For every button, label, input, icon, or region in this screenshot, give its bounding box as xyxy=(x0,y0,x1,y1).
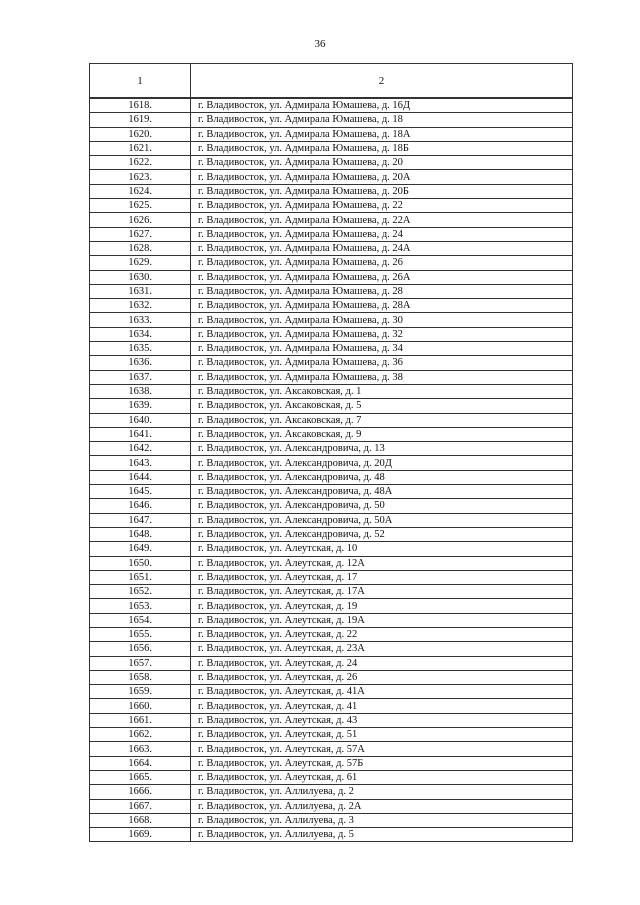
table-row xyxy=(90,299,573,313)
address-cell: г. Владивосток, ул. Адмирала Юмашева, д. 32 xyxy=(191,327,573,341)
address-cell: г. Владивосток, ул. Александровича, д. 48 xyxy=(191,470,573,484)
row-number-cell: 1654. xyxy=(90,613,191,627)
table-row xyxy=(90,313,573,327)
row-number-cell: 1651. xyxy=(90,570,191,584)
table-row xyxy=(90,613,573,627)
row-number-cell: 1631. xyxy=(90,284,191,298)
table-row xyxy=(90,170,573,184)
table-row xyxy=(90,670,573,684)
row-number-cell: 1649. xyxy=(90,542,191,556)
table-row xyxy=(90,213,573,227)
address-cell: г. Владивосток, ул. Александровича, д. 13 xyxy=(191,442,573,456)
table-row xyxy=(90,756,573,770)
address-cell: г. Владивосток, ул. Алеутская, д. 19 xyxy=(191,599,573,613)
address-cell: г. Владивосток, ул. Адмирала Юмашева, д. 24 xyxy=(191,227,573,241)
column-header-number: 1 xyxy=(90,64,191,99)
address-cell: г. Владивосток, ул. Адмирала Юмашева, д. 30 xyxy=(191,313,573,327)
address-table xyxy=(89,63,573,842)
table-row xyxy=(90,327,573,341)
address-cell: г. Владивосток, ул. Алеутская, д. 41А xyxy=(191,685,573,699)
address-cell: г. Владивосток, ул. Алеутская, д. 26 xyxy=(191,670,573,684)
table-row xyxy=(90,113,573,127)
table-row xyxy=(90,141,573,155)
table-row xyxy=(90,699,573,713)
table-row xyxy=(90,284,573,298)
row-number-cell: 1622. xyxy=(90,156,191,170)
address-cell: г. Владивосток, ул. Адмирала Юмашева, д. 26А xyxy=(191,270,573,284)
row-number-cell: 1650. xyxy=(90,556,191,570)
address-cell: г. Владивосток, ул. Алеутская, д. 57А xyxy=(191,742,573,756)
address-cell: г. Владивосток, ул. Аллилуева, д. 5 xyxy=(191,828,573,842)
address-cell: г. Владивосток, ул. Алеутская, д. 23А xyxy=(191,642,573,656)
address-cell: г. Владивосток, ул. Алеутская, д. 12А xyxy=(191,556,573,570)
row-number-cell: 1642. xyxy=(90,442,191,456)
address-cell: г. Владивосток, ул. Александровича, д. 52 xyxy=(191,527,573,541)
row-number-cell: 1626. xyxy=(90,213,191,227)
table-row xyxy=(90,442,573,456)
row-number-cell: 1625. xyxy=(90,199,191,213)
row-number-cell: 1635. xyxy=(90,342,191,356)
address-cell: г. Владивосток, ул. Алеутская, д. 17 xyxy=(191,570,573,584)
address-cell: г. Владивосток, ул. Алеутская, д. 24 xyxy=(191,656,573,670)
address-cell: г. Владивосток, ул. Аксаковская, д. 1 xyxy=(191,384,573,398)
row-number-cell: 1661. xyxy=(90,713,191,727)
table-row xyxy=(90,413,573,427)
address-cell: г. Владивосток, ул. Адмирала Юмашева, д. 28 xyxy=(191,284,573,298)
table-row xyxy=(90,627,573,641)
row-number-cell: 1666. xyxy=(90,785,191,799)
address-cell: г. Владивосток, ул. Адмирала Юмашева, д. 16Д xyxy=(191,98,573,113)
address-cell: г. Владивосток, ул. Алеутская, д. 43 xyxy=(191,713,573,727)
table-row xyxy=(90,513,573,527)
address-cell: г. Владивосток, ул. Адмирала Юмашева, д. 20А xyxy=(191,170,573,184)
table-row xyxy=(90,499,573,513)
row-number-cell: 1644. xyxy=(90,470,191,484)
row-number-cell: 1660. xyxy=(90,699,191,713)
row-number-cell: 1669. xyxy=(90,828,191,842)
address-cell: г. Владивосток, ул. Алеутская, д. 57Б xyxy=(191,756,573,770)
table-row xyxy=(90,585,573,599)
table-header xyxy=(90,64,573,99)
table-row xyxy=(90,342,573,356)
table-row xyxy=(90,485,573,499)
table-row xyxy=(90,241,573,255)
row-number-cell: 1665. xyxy=(90,770,191,784)
table-row xyxy=(90,542,573,556)
address-cell: г. Владивосток, ул. Аксаковская, д. 7 xyxy=(191,413,573,427)
address-cell: г. Владивосток, ул. Адмирала Юмашева, д. 18Б xyxy=(191,141,573,155)
address-cell: г. Владивосток, ул. Александровича, д. 20Д xyxy=(191,456,573,470)
column-header-address: 2 xyxy=(191,64,573,99)
row-number-cell: 1628. xyxy=(90,241,191,255)
address-cell: г. Владивосток, ул. Александровича, д. 50 xyxy=(191,499,573,513)
table-body xyxy=(90,98,573,842)
row-number-cell: 1636. xyxy=(90,356,191,370)
row-number-cell: 1662. xyxy=(90,728,191,742)
row-number-cell: 1619. xyxy=(90,113,191,127)
table-row xyxy=(90,770,573,784)
table-row xyxy=(90,799,573,813)
table-row xyxy=(90,427,573,441)
table-row xyxy=(90,270,573,284)
row-number-cell: 1618. xyxy=(90,98,191,113)
table-row xyxy=(90,527,573,541)
row-number-cell: 1653. xyxy=(90,599,191,613)
table-row xyxy=(90,656,573,670)
row-number-cell: 1668. xyxy=(90,813,191,827)
table-row xyxy=(90,685,573,699)
table-row xyxy=(90,713,573,727)
row-number-cell: 1620. xyxy=(90,127,191,141)
row-number-cell: 1643. xyxy=(90,456,191,470)
row-number-cell: 1630. xyxy=(90,270,191,284)
address-cell: г. Владивосток, ул. Адмирала Юмашева, д. 34 xyxy=(191,342,573,356)
address-cell: г. Владивосток, ул. Аллилуева, д. 2 xyxy=(191,785,573,799)
row-number-cell: 1634. xyxy=(90,327,191,341)
table-row xyxy=(90,785,573,799)
page-number: 36 xyxy=(314,38,326,50)
row-number-cell: 1663. xyxy=(90,742,191,756)
row-number-cell: 1657. xyxy=(90,656,191,670)
address-cell: г. Владивосток, ул. Адмирала Юмашева, д. 20Б xyxy=(191,184,573,198)
table-row xyxy=(90,156,573,170)
address-cell: г. Владивосток, ул. Алеутская, д. 61 xyxy=(191,770,573,784)
table-row xyxy=(90,199,573,213)
table-row xyxy=(90,570,573,584)
table-row xyxy=(90,98,573,113)
row-number-cell: 1624. xyxy=(90,184,191,198)
address-cell: г. Владивосток, ул. Адмирала Юмашева, д. 28А xyxy=(191,299,573,313)
table-row xyxy=(90,356,573,370)
row-number-cell: 1648. xyxy=(90,527,191,541)
table-row xyxy=(90,599,573,613)
row-number-cell: 1629. xyxy=(90,256,191,270)
address-cell: г. Владивосток, ул. Алеутская, д. 51 xyxy=(191,728,573,742)
table-row xyxy=(90,813,573,827)
table-row xyxy=(90,127,573,141)
row-number-cell: 1658. xyxy=(90,670,191,684)
address-cell: г. Владивосток, ул. Адмирала Юмашева, д. 20 xyxy=(191,156,573,170)
address-cell: г. Владивосток, ул. Аксаковская, д. 9 xyxy=(191,427,573,441)
row-number-cell: 1623. xyxy=(90,170,191,184)
address-cell: г. Владивосток, ул. Адмирала Юмашева, д. 24А xyxy=(191,241,573,255)
row-number-cell: 1639. xyxy=(90,399,191,413)
address-cell: г. Владивосток, ул. Алеутская, д. 10 xyxy=(191,542,573,556)
row-number-cell: 1664. xyxy=(90,756,191,770)
row-number-cell: 1637. xyxy=(90,370,191,384)
row-number-cell: 1638. xyxy=(90,384,191,398)
row-number-cell: 1656. xyxy=(90,642,191,656)
table-row xyxy=(90,742,573,756)
address-cell: г. Владивосток, ул. Адмирала Юмашева, д. 38 xyxy=(191,370,573,384)
address-cell: г. Владивосток, ул. Александровича, д. 50А xyxy=(191,513,573,527)
row-number-cell: 1633. xyxy=(90,313,191,327)
row-number-cell: 1667. xyxy=(90,799,191,813)
table-row xyxy=(90,728,573,742)
address-cell: г. Владивосток, ул. Алеутская, д. 19А xyxy=(191,613,573,627)
address-cell: г. Владивосток, ул. Аллилуева, д. 3 xyxy=(191,813,573,827)
row-number-cell: 1641. xyxy=(90,427,191,441)
header-row xyxy=(90,64,573,99)
table-row xyxy=(90,456,573,470)
address-cell: г. Владивосток, ул. Адмирала Юмашева, д. 22 xyxy=(191,199,573,213)
address-cell: г. Владивосток, ул. Алеутская, д. 17А xyxy=(191,585,573,599)
row-number-cell: 1632. xyxy=(90,299,191,313)
row-number-cell: 1647. xyxy=(90,513,191,527)
table-row xyxy=(90,642,573,656)
table-row xyxy=(90,370,573,384)
address-cell: г. Владивосток, ул. Алеутская, д. 41 xyxy=(191,699,573,713)
table-row xyxy=(90,556,573,570)
address-cell: г. Владивосток, ул. Александровича, д. 48А xyxy=(191,485,573,499)
table-row xyxy=(90,256,573,270)
table-row xyxy=(90,399,573,413)
address-cell: г. Владивосток, ул. Адмирала Юмашева, д. 18А xyxy=(191,127,573,141)
address-cell: г. Владивосток, ул. Адмирала Юмашева, д. 18 xyxy=(191,113,573,127)
table-row xyxy=(90,828,573,842)
table-row xyxy=(90,227,573,241)
row-number-cell: 1640. xyxy=(90,413,191,427)
row-number-cell: 1627. xyxy=(90,227,191,241)
row-number-cell: 1646. xyxy=(90,499,191,513)
row-number-cell: 1655. xyxy=(90,627,191,641)
address-cell: г. Владивосток, ул. Алеутская, д. 22 xyxy=(191,627,573,641)
table-row xyxy=(90,184,573,198)
table-row xyxy=(90,470,573,484)
table-row xyxy=(90,384,573,398)
address-cell: г. Владивосток, ул. Адмирала Юмашева, д. 26 xyxy=(191,256,573,270)
row-number-cell: 1645. xyxy=(90,485,191,499)
address-cell: г. Владивосток, ул. Аллилуева, д. 2А xyxy=(191,799,573,813)
row-number-cell: 1652. xyxy=(90,585,191,599)
address-cell: г. Владивосток, ул. Адмирала Юмашева, д. 22А xyxy=(191,213,573,227)
address-cell: г. Владивосток, ул. Адмирала Юмашева, д. 36 xyxy=(191,356,573,370)
row-number-cell: 1659. xyxy=(90,685,191,699)
address-cell: г. Владивосток, ул. Аксаковская, д. 5 xyxy=(191,399,573,413)
row-number-cell: 1621. xyxy=(90,141,191,155)
